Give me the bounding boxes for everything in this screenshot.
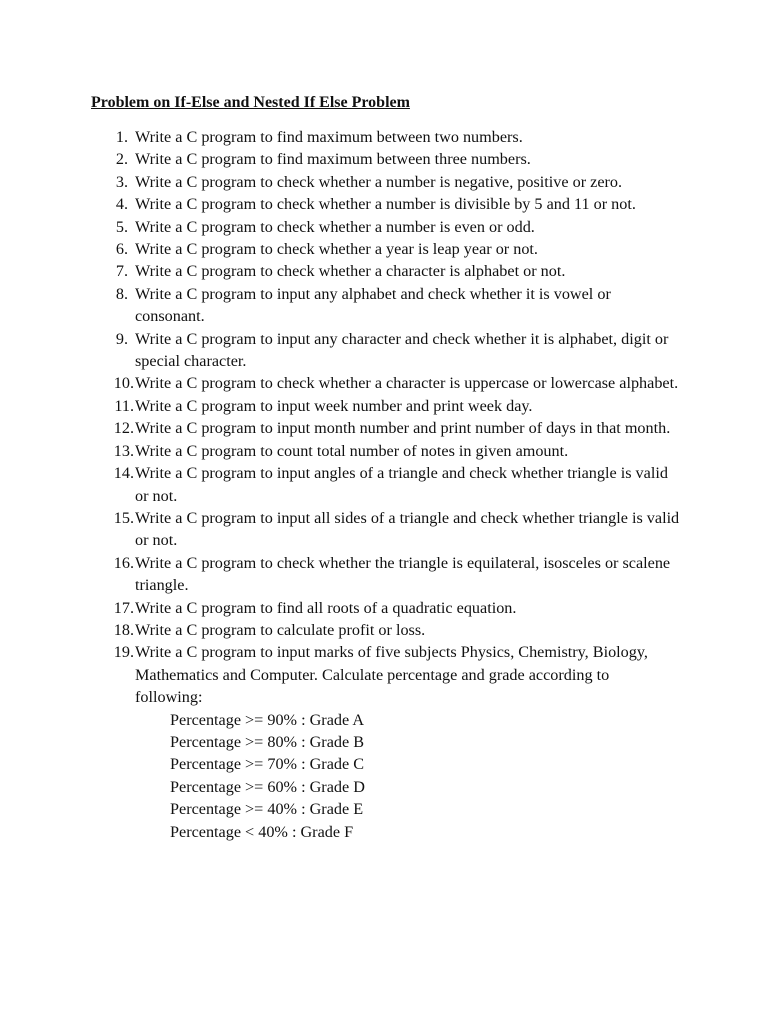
grade-item: Percentage < 40% : Grade F — [170, 822, 354, 841]
list-item — [100, 507, 680, 552]
grade-item: Percentage >= 90% : Grade A — [170, 710, 365, 729]
list-item — [100, 641, 680, 843]
item-number: 3. — [115, 172, 128, 191]
item-number: 19. — [113, 643, 134, 662]
grade-item: Percentage >= 80% : Grade B — [170, 732, 365, 751]
grade-list — [135, 709, 680, 843]
item-text: Write a C program to count total number of notes in given amount. — [135, 441, 569, 460]
list-item — [100, 619, 680, 641]
item-text: Write a C program to check whether a character is alphabet or not. — [135, 262, 566, 281]
list-item — [100, 372, 680, 394]
list-item — [100, 395, 680, 417]
item-text: Write a C program to find maximum between three numbers. — [135, 150, 531, 169]
item-number: 14. — [113, 464, 134, 483]
item-text: Write a C program to input angles of a triangle and check whether triangle is valid or not. — [135, 464, 668, 505]
item-text: Write a C program to input any character and check whether it is alphabet, digit or special character. — [135, 329, 669, 371]
item-text: Write a C program to check whether the triangle is equilateral, isosceles or scalene triangle. — [135, 553, 671, 595]
grade-item: Percentage >= 70% : Grade C — [170, 755, 365, 774]
problem-list — [100, 126, 680, 843]
item-text: Write a C program to check whether a number is negative, positive or zero. — [135, 172, 623, 191]
item-text: Write a C program to input week number and print week day. — [135, 396, 533, 415]
item-text: Write a C program to calculate profit or loss. — [135, 620, 426, 639]
list-item — [100, 417, 680, 439]
item-number: 1. — [115, 128, 128, 146]
item-text: Write a C program to find all roots of a quadratic equation. — [135, 598, 517, 617]
grade-item: Percentage >= 40% : Grade E — [170, 800, 364, 819]
item-number: 9. — [115, 329, 128, 348]
item-text: Write a C program to input month number and print number of days in that month. — [135, 419, 671, 438]
list-item — [100, 148, 680, 170]
item-text: Write a C program to check whether a number is divisible by 5 and 11 or not. — [135, 195, 636, 214]
list-item — [100, 552, 680, 597]
item-text: Write a C program to find maximum between two numbers. — [135, 128, 523, 146]
item-number: 16. — [113, 553, 134, 572]
item-number: 6. — [115, 240, 128, 259]
item-text: Write a C program to check whether a character is uppercase or lowercase alphabet. — [135, 374, 679, 393]
item-number: 15. — [113, 508, 134, 527]
item-number: 13. — [113, 441, 134, 460]
item-number: 2. — [115, 150, 128, 169]
list-item — [100, 126, 680, 148]
item-number: 12. — [113, 419, 134, 438]
item-number: 18. — [113, 620, 134, 639]
list-item — [100, 328, 680, 373]
list-item — [100, 216, 680, 238]
item-text: Write a C program to check whether a number is even or odd. — [135, 217, 535, 236]
item-number: 11. — [114, 396, 134, 415]
list-item — [100, 462, 680, 507]
list-item — [100, 283, 680, 328]
item-number: 17. — [113, 598, 134, 617]
list-item — [100, 260, 680, 282]
item-number: 4. — [115, 195, 128, 214]
grade-item: Percentage >= 60% : Grade D — [170, 777, 365, 796]
item-number: 8. — [115, 284, 128, 303]
document-title: Problem on If-Else and Nested If Else Problem — [91, 94, 410, 111]
item-number: 5. — [115, 217, 128, 236]
list-item — [100, 193, 680, 215]
item-number: 7. — [115, 262, 128, 281]
list-item — [100, 440, 680, 462]
item-text: Write a C program to input any alphabet and check whether it is vowel or consonant. — [135, 284, 611, 326]
item-number: 10. — [113, 374, 134, 393]
item-text: Write a C program to check whether a year is leap year or not. — [135, 240, 538, 259]
list-item — [100, 238, 680, 260]
item-text: Write a C program to input marks of five subjects Physics, Chemistry, Biology, Mathematics and Computer. Calculate percentage and grade according to following: — [135, 643, 648, 707]
list-item — [100, 171, 680, 193]
item-text: Write a C program to input all sides of a triangle and check whether triangle is valid or not. — [135, 508, 680, 550]
list-item — [100, 597, 680, 619]
